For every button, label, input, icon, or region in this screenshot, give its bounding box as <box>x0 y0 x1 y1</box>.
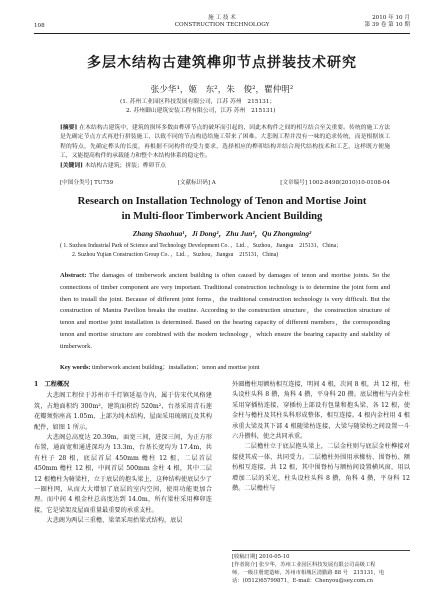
body-paragraph: 大悲阁总高度达 20.39m，面宽三间，进深三间，为正方形布置，通面宽和通进深均为 13.3m，台基长宽均为 17.4m，共有柱子 28 根，底层首层 450mm 檐柱 12 根，二层首层 450mm 檐柱 12 根，中间首层 500mm 金柱 4 根，其中二层 12 根檐柱为骑梁柱，立于底层的抱头梁上，这种结构使底层少了一圈柱网，从而大大增加了底层的室内空间，使用功能更加合理。而中间 4 根金柱总高度达到 14.0m，所有梁柱采用榫卯连接，它是梁架及屋面重量最重要的承重支柱。 <box>34 434 212 514</box>
keywords-cn-label: [关键词] <box>60 162 83 169</box>
keywords-en <box>60 362 390 371</box>
body-column-left <box>34 380 212 527</box>
abstract-cn-text: 在木结构古建筑中，建筑的损坏多数由榫卯节点的破坏而引起的，因此木构件之间的相互结合至关重要。传统的施工方法是先确定节点方式再进行拼装施工，以致不同的节点构造给施工带来了困难。大悲阁工程并没有一味的追求传统，而是根据该工程的特点，先确定榫头的长度，再根据不同构件的受力要求，选择相应的榫卯结构并结合现代结构技术和工艺，这样既方便施工，又能提高构件的承载能力和整个木结构体系的稳定性。 <box>60 125 390 160</box>
issue-info <box>364 15 410 29</box>
journal-name <box>34 15 410 29</box>
article-id: [文章编号] 1002-8498(2010)10-0108-04 <box>280 180 390 186</box>
author-bio-line: 师，一级注册建造师，苏州市相城区清勤路 88 号 215131，电 <box>232 570 385 576</box>
abstract-cn-label: [摘要] <box>60 125 78 131</box>
title-en-line-1: Research on Installation Technology of Tenon and Mortise Joint <box>77 196 367 207</box>
journal-name-en: CONSTRUCTION TECHNOLOGY <box>174 22 270 28</box>
title-en-line-2: in Multi-floor Timberwork Ancient Building <box>121 211 323 222</box>
received-date: [收稿日期] 2010-05-10 <box>232 554 290 560</box>
abstract-cn <box>60 124 390 171</box>
journal-name-cn: 施 工 技 术 <box>208 15 236 21</box>
abstract-en <box>60 270 390 353</box>
issue-date: 2010 年 10 月 <box>372 15 410 21</box>
author-footnote <box>232 550 410 585</box>
page-number: 108 <box>34 23 45 29</box>
body-paragraph: 大悲阁为两层三重檐，梁架采用抬梁式结构，底层 <box>46 517 183 525</box>
body-paragraph: 外圈檐柱用额枋相互连接，明间 4 根，次间 8 根，共 12 根，柱头设柱头科 8 攒，角科 4 攒，平身科 20 攒。底层檐柱与内金柱采用穿插枋连接，穿插枋上部设有包量和抱头梁，各 12 根，使金柱与檐柱及其柱头科形成整体，相互连接。4 根内金柱用 4 根承重大梁及其下部 4 根随梁枋连接，大梁与随梁枋之间设置一斗六升攒科，使之共同承重。 <box>232 381 410 441</box>
abstract-en-label: Abstract: <box>60 272 87 279</box>
affiliation-en-1: ( 1. Suzhou Industrial Park of Science and Technology Development Co．，Ltd．，Suzhou，Jiangsu 215131，China； <box>60 243 343 249</box>
keywords-en-text: timberwork ancient building；installation；tenon and mortise joint <box>91 364 260 371</box>
document-code: [文献标识码] A <box>177 180 216 186</box>
body-paragraph: 二层檐柱立于底层抱头梁上，二层金柱则与底层金柱榫接对接使其成一体，共同受力。二层檐柱外围用承椽枋、围脊枋、额枋相互连接，共 12 根，其中围脊枋与额枋间设置横风窗，用以增加二层的采光，柱头设柱头科 8 攒，角科 4 攒，平身科 12 攒。二层檐柱与 <box>232 443 410 493</box>
affiliation-en-2: 2. Suzhou Yujian Construction Group Co．，Ltd．，Suzhou，Jiangsu 215131，China) <box>72 252 279 258</box>
classification-line <box>60 178 390 186</box>
abstract-en-text: The damages of timberwork ancient building is often caused by damages of tenon and mortise joints. So the connections of timber component are very important. Traditional construction technology is to determine the joint form and then to install the joint. Because of different joint forms，the traditional construction technology is very difficult. But the construction of Mantra Pavilion breaks the routine. According to the construction structure，the construction structure of tenon and mortise joint installation is determined. Based on the bearing capacity of different members，the corresponding tenon and mortise structure are combined with the modern technology，which ensure the bearing capacity and stability of timberwork. <box>60 272 390 350</box>
title-en <box>34 194 410 224</box>
clc-number: [中图分类号] TU759 <box>60 180 114 186</box>
title-cn: 多层木结构古建筑榫卯节点拼装技术研究 <box>87 55 357 71</box>
authors-cn: 张少华¹，姬 东²，朱 俊²，瞿仲明² <box>150 85 294 95</box>
affiliation-cn-1: (1. 苏州工业园区科技发展有限公司，江苏 苏州 215131； <box>120 99 276 105</box>
author-bio-line: [作者简介] 张少华，苏州工业园区科技发展有限公司高级工程 <box>232 562 376 568</box>
affiliation-cn-2: 2. 苏州御山建筑安装工程有限公司，江苏 苏州 215131) <box>126 108 276 114</box>
author-contact: 话：(0512)65799871，E-mail：Chenyou@sey.com.cn <box>232 578 374 584</box>
keywords-cn-text: 木结构古建筑；拼装；榫卯节点 <box>84 162 166 169</box>
body-paragraph: 大悲阁工程位于苏州市千灯镇延福寺内，属于仿宋代风格建筑，占地面积约 300m²，建筑面积约 520m²，台基采用青石莲花瓣须弥座高 1.05m，上部为纯木结构，屋面采用琉璃瓦及其构配件，如图 1 所示。 <box>34 392 212 431</box>
keywords-en-label: Key words: <box>60 364 91 371</box>
body-column-right <box>232 380 410 494</box>
section-heading: 1 工程概况 <box>34 381 70 388</box>
running-header <box>34 12 410 34</box>
authors-en: Zhang Shaohua¹，Ji Dong²，Zhu Jun²，Qu Zhongming² <box>132 229 312 238</box>
issue-volume: 第 39 卷 第 10 期 <box>364 22 410 28</box>
